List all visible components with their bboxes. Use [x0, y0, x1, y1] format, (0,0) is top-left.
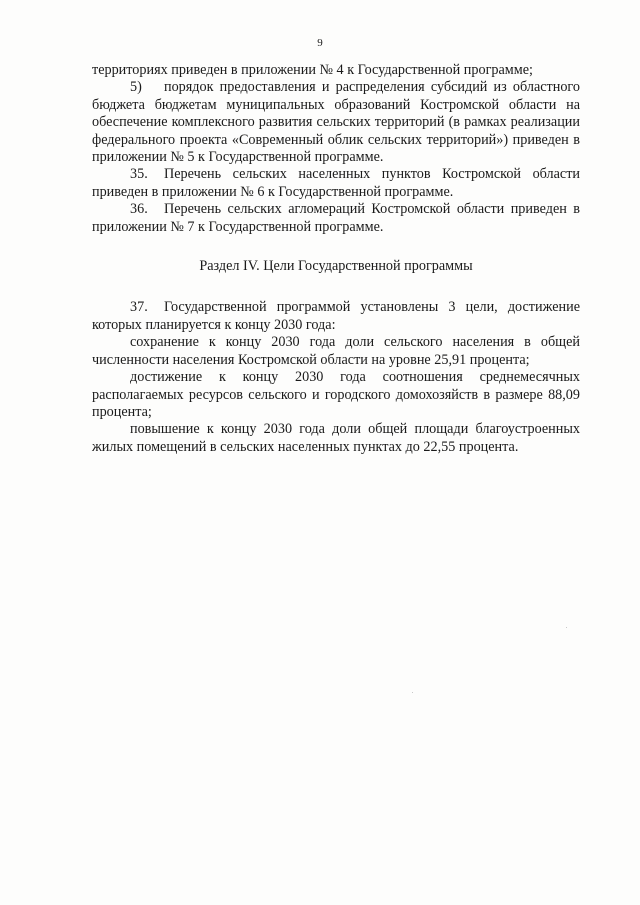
paragraph-text: достижение к концу 2030 года соотношения среднемесячных располагаемых ресурсов сельского и городского домохозяйств в размере 88,09 процента;	[92, 369, 580, 420]
document-body	[92, 62, 580, 456]
paragraph-text: сохранение к концу 2030 года доли сельского населения в общей численности населения Костромской области на уровне 25,91 процента;	[92, 334, 580, 368]
paragraph-number: 37.	[130, 299, 148, 316]
paragraph-text: Перечень сельских населенных пунктов Костромской области приведен в приложении № 6 к Государственной программе.	[92, 166, 580, 200]
scan-speck	[412, 692, 413, 693]
paragraph-text: порядок предоставления и распределения субсидий из областного бюджета бюджетам муниципальных образований Костромской области на обеспечение комплексного развития сельских территорий (в рамках реализации федерального проекта «Современный облик сельских территорий») приведен в приложении № 5 к Государственной программе.	[92, 79, 580, 166]
section-heading: Раздел IV. Цели Государственной программы	[199, 258, 473, 275]
paragraph-text: территориях приведен в приложении № 4 к Государственной программе;	[92, 62, 533, 78]
paragraph-35	[92, 166, 580, 201]
paragraph-text: Государственной программой установлены 3 цели, достижение которых планируется к концу 2030 года:	[92, 299, 580, 333]
paragraph-continuation	[92, 62, 580, 79]
goal-item-3	[92, 421, 580, 456]
goal-item-1	[92, 334, 580, 369]
page-number: 9	[317, 37, 323, 49]
scan-speck	[566, 627, 567, 628]
paragraph-number: 5)	[130, 79, 142, 96]
paragraph-item-5	[92, 79, 580, 166]
paragraph-text: Перечень сельских агломераций Костромской области приведен в приложении № 7 к Государственной программе.	[92, 201, 580, 235]
paragraph-number: 36.	[130, 201, 148, 218]
paragraph-36	[92, 201, 580, 236]
paragraph-number: 35.	[130, 166, 148, 183]
goal-item-2	[92, 369, 580, 421]
paragraph-text: повышение к концу 2030 года доли общей площади благоустроенных жилых помещений в сельских населенных пунктах до 22,55 процента.	[92, 421, 580, 455]
paragraph-37	[92, 299, 580, 334]
